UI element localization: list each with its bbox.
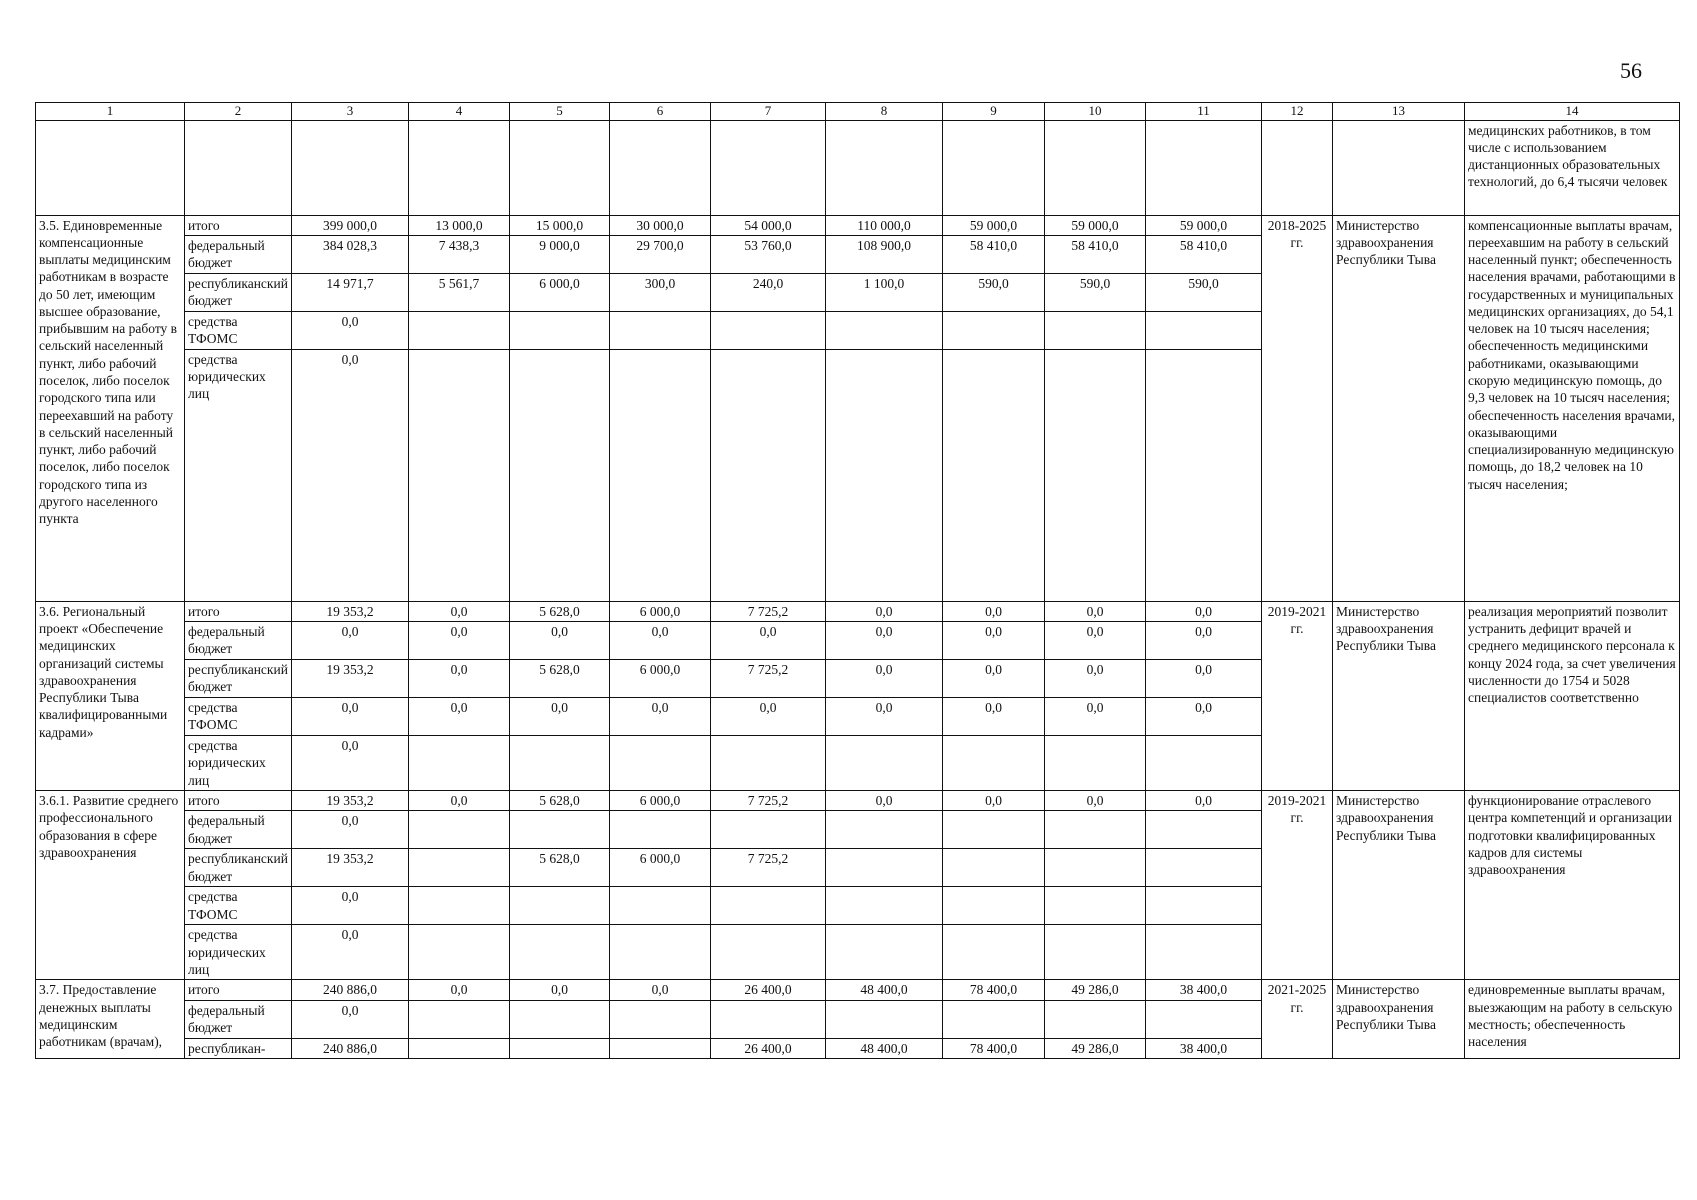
executor-cell: Министерство здравоохранения Республики Тыва <box>1333 980 1465 1059</box>
amount-cell: 7 725,2 <box>711 849 826 887</box>
amount-cell <box>1146 811 1262 849</box>
amount-cell: 15 000,0 <box>510 215 610 235</box>
amount-cell <box>610 1038 711 1058</box>
amount-cell: 0,0 <box>943 622 1045 660</box>
amount-cell: 19 353,2 <box>292 660 409 698</box>
amount-cell <box>826 311 943 349</box>
amount-cell: 590,0 <box>1045 273 1146 311</box>
amount-cell: 7 725,2 <box>711 660 826 698</box>
amount-cell: 58 410,0 <box>943 235 1045 273</box>
amount-cell: 0,0 <box>1045 791 1146 811</box>
result-cell: реализация мероприятий позволит устранить дефицит врачей и среднего медицинского персонала к концу 2024 года, за счет увеличения численности до 1754 и 5028 специалистов соответственно <box>1465 601 1680 790</box>
funding-source: федеральный бюджет <box>185 235 292 273</box>
amount-cell <box>510 887 610 925</box>
amount-cell <box>610 811 711 849</box>
funding-source: республиканский бюджет <box>185 273 292 311</box>
amount-cell <box>409 736 510 791</box>
amount-cell <box>610 311 711 349</box>
amount-cell <box>826 811 943 849</box>
amount-cell: 6 000,0 <box>610 849 711 887</box>
amount-cell <box>510 736 610 791</box>
funding-source: итого <box>185 791 292 811</box>
column-header: 14 <box>1465 103 1680 121</box>
amount-cell: 13 000,0 <box>409 215 510 235</box>
column-header: 9 <box>943 103 1045 121</box>
amount-cell: 29 700,0 <box>610 235 711 273</box>
column-number-row <box>36 103 1680 121</box>
amount-cell: 240 886,0 <box>292 1038 409 1058</box>
amount-cell <box>711 1000 826 1038</box>
executor-cell: Министерство здравоохранения Республики Тыва <box>1333 791 1465 980</box>
amount-cell <box>943 811 1045 849</box>
amount-cell: 59 000,0 <box>1045 215 1146 235</box>
amount-cell: 5 628,0 <box>510 791 610 811</box>
period-cell: 2019-2021 гг. <box>1262 791 1333 980</box>
amount-cell: 0,0 <box>711 622 826 660</box>
period-cell: 2019-2021 гг. <box>1262 601 1333 790</box>
amount-cell: 6 000,0 <box>610 601 711 621</box>
amount-cell <box>943 1000 1045 1038</box>
result-cell: компенсационные выплаты врачам, переехавшим на работу в сельский населенный пункт; обеспеченность населения врачами, работающими в государственных и муниципальных медицинских организациях, до 54,1 человек на 10 тысяч населения; обеспеченность медицинскими работниками, оказывающими скорую медицинскую помощь, до 9,3 человек на 10 тысяч населения; обеспеченность населения врачами, оказывающими специализированную медицинскую помощь, до 18,2 человек на 10 тысяч населения; <box>1465 215 1680 601</box>
amount-cell <box>943 311 1045 349</box>
amount-cell: 0,0 <box>409 980 510 1000</box>
amount-cell <box>943 849 1045 887</box>
amount-cell: 0,0 <box>1045 660 1146 698</box>
funding-source: итого <box>185 215 292 235</box>
amount-cell: 30 000,0 <box>610 215 711 235</box>
amount-cell: 0,0 <box>292 349 409 601</box>
amount-cell: 26 400,0 <box>711 980 826 1000</box>
amount-cell: 54 000,0 <box>711 215 826 235</box>
amount-cell: 0,0 <box>610 980 711 1000</box>
amount-cell <box>826 736 943 791</box>
column-header: 7 <box>711 103 826 121</box>
amount-cell: 0,0 <box>1045 622 1146 660</box>
amount-cell <box>943 925 1045 980</box>
amount-cell: 0,0 <box>292 698 409 736</box>
amount-cell: 5 628,0 <box>510 849 610 887</box>
amount-cell <box>510 811 610 849</box>
funding-source: республиканский бюджет <box>185 849 292 887</box>
funding-source: средства ТФОМС <box>185 887 292 925</box>
funding-source: итого <box>185 601 292 621</box>
column-header: 3 <box>292 103 409 121</box>
amount-cell <box>510 311 610 349</box>
amount-cell: 48 400,0 <box>826 980 943 1000</box>
amount-cell: 0,0 <box>292 311 409 349</box>
period-cell: 2018-2025 гг. <box>1262 215 1333 601</box>
amount-cell <box>1045 849 1146 887</box>
amount-cell: 0,0 <box>292 811 409 849</box>
column-header: 13 <box>1333 103 1465 121</box>
funding-source: средства юридических лиц <box>185 925 292 980</box>
amount-cell <box>943 887 1045 925</box>
executor-cell: Министерство здравоохранения Республики Тыва <box>1333 601 1465 790</box>
amount-cell <box>510 925 610 980</box>
amount-cell <box>409 849 510 887</box>
amount-cell: 0,0 <box>1146 791 1262 811</box>
amount-cell: 0,0 <box>943 791 1045 811</box>
amount-cell: 0,0 <box>711 698 826 736</box>
continuation-result-text: медицинских работников, в том числе с использованием дистанционных образовательных технологий, до 6,4 тысячи человек <box>1465 120 1680 215</box>
amount-cell <box>1146 1000 1262 1038</box>
amount-cell <box>1146 736 1262 791</box>
amount-cell: 19 353,2 <box>292 601 409 621</box>
amount-cell: 590,0 <box>1146 273 1262 311</box>
amount-cell: 590,0 <box>943 273 1045 311</box>
amount-cell <box>826 925 943 980</box>
period-cell: 2021-2025 гг. <box>1262 980 1333 1059</box>
amount-cell <box>1045 925 1146 980</box>
amount-cell: 59 000,0 <box>943 215 1045 235</box>
amount-cell: 108 900,0 <box>826 235 943 273</box>
amount-cell <box>1045 311 1146 349</box>
amount-cell <box>409 311 510 349</box>
amount-cell: 300,0 <box>610 273 711 311</box>
page-number: 56 <box>1620 58 1642 83</box>
amount-cell: 240 886,0 <box>292 980 409 1000</box>
amount-cell <box>610 736 711 791</box>
amount-cell <box>409 887 510 925</box>
amount-cell: 0,0 <box>826 601 943 621</box>
amount-cell: 0,0 <box>1045 698 1146 736</box>
column-header: 4 <box>409 103 510 121</box>
amount-cell: 0,0 <box>409 622 510 660</box>
amount-cell: 1 100,0 <box>826 273 943 311</box>
funding-source: федеральный бюджет <box>185 1000 292 1038</box>
amount-cell: 59 000,0 <box>1146 215 1262 235</box>
column-header: 5 <box>510 103 610 121</box>
amount-cell: 7 438,3 <box>409 235 510 273</box>
amount-cell: 26 400,0 <box>711 1038 826 1058</box>
amount-cell <box>943 349 1045 601</box>
amount-cell: 9 000,0 <box>510 235 610 273</box>
amount-cell <box>1146 887 1262 925</box>
amount-cell: 0,0 <box>292 736 409 791</box>
column-header: 1 <box>36 103 185 121</box>
measure-name: 3.6.1. Развитие среднего профессионального образования в сфере здравоохранения <box>36 791 185 980</box>
amount-cell: 38 400,0 <box>1146 1038 1262 1058</box>
amount-cell <box>943 736 1045 791</box>
amount-cell: 38 400,0 <box>1146 980 1262 1000</box>
column-header: 10 <box>1045 103 1146 121</box>
amount-cell <box>409 1000 510 1038</box>
column-header: 12 <box>1262 103 1333 121</box>
amount-cell <box>510 1038 610 1058</box>
amount-cell: 7 725,2 <box>711 791 826 811</box>
table-row <box>36 601 1680 621</box>
amount-cell: 384 028,3 <box>292 235 409 273</box>
amount-cell: 0,0 <box>826 791 943 811</box>
amount-cell: 49 286,0 <box>1045 980 1146 1000</box>
amount-cell <box>711 811 826 849</box>
amount-cell: 399 000,0 <box>292 215 409 235</box>
amount-cell <box>510 1000 610 1038</box>
amount-cell <box>1045 1000 1146 1038</box>
amount-cell: 78 400,0 <box>943 1038 1045 1058</box>
result-cell: функционирование отраслевого центра компетенций и организации подготовки квалифицированных кадров для системы здравоохранения <box>1465 791 1680 980</box>
amount-cell: 0,0 <box>826 660 943 698</box>
amount-cell: 6 000,0 <box>610 660 711 698</box>
amount-cell: 0,0 <box>1146 698 1262 736</box>
amount-cell: 0,0 <box>292 925 409 980</box>
column-header: 8 <box>826 103 943 121</box>
continuation-row <box>36 120 1680 215</box>
amount-cell: 49 286,0 <box>1045 1038 1146 1058</box>
amount-cell: 0,0 <box>943 601 1045 621</box>
amount-cell: 0,0 <box>610 698 711 736</box>
amount-cell: 5 561,7 <box>409 273 510 311</box>
amount-cell: 48 400,0 <box>826 1038 943 1058</box>
amount-cell <box>826 349 943 601</box>
amount-cell: 0,0 <box>292 622 409 660</box>
amount-cell <box>610 1000 711 1038</box>
amount-cell: 240,0 <box>711 273 826 311</box>
amount-cell: 0,0 <box>409 698 510 736</box>
amount-cell: 19 353,2 <box>292 849 409 887</box>
amount-cell <box>610 349 711 601</box>
amount-cell: 6 000,0 <box>610 791 711 811</box>
amount-cell <box>826 887 943 925</box>
amount-cell: 53 760,0 <box>711 235 826 273</box>
amount-cell: 0,0 <box>292 1000 409 1038</box>
amount-cell: 0,0 <box>943 660 1045 698</box>
funding-source: республикан- <box>185 1038 292 1058</box>
measure-name: 3.5. Единовременные компенсационные выплаты медицинским работникам в возрасте до 50 лет, имеющим высшее образование, прибывшим на работу в сельский населенный пункт, либо рабочий поселок, либо поселок городского типа или переехавший на работу в сельский населенный пункт, либо рабочий поселок, либо поселок городского типа из другого населенного пункта <box>36 215 185 601</box>
amount-cell <box>1045 349 1146 601</box>
amount-cell <box>409 349 510 601</box>
amount-cell: 0,0 <box>826 622 943 660</box>
amount-cell: 0,0 <box>1146 601 1262 621</box>
amount-cell <box>610 887 711 925</box>
funding-source: средства ТФОМС <box>185 311 292 349</box>
amount-cell <box>1146 349 1262 601</box>
funding-source: республиканский бюджет <box>185 660 292 698</box>
amount-cell: 0,0 <box>610 622 711 660</box>
funding-source: средства юридических лиц <box>185 736 292 791</box>
executor-cell: Министерство здравоохранения Республики Тыва <box>1333 215 1465 601</box>
table-row <box>36 791 1680 811</box>
amount-cell: 0,0 <box>292 887 409 925</box>
amount-cell: 0,0 <box>409 791 510 811</box>
amount-cell: 0,0 <box>510 622 610 660</box>
funding-source: федеральный бюджет <box>185 622 292 660</box>
column-header: 6 <box>610 103 711 121</box>
budget-table <box>35 102 1680 1059</box>
column-header: 11 <box>1146 103 1262 121</box>
amount-cell: 0,0 <box>510 980 610 1000</box>
amount-cell: 7 725,2 <box>711 601 826 621</box>
amount-cell <box>1146 925 1262 980</box>
amount-cell: 0,0 <box>1045 601 1146 621</box>
amount-cell: 19 353,2 <box>292 791 409 811</box>
amount-cell <box>711 349 826 601</box>
amount-cell: 0,0 <box>943 698 1045 736</box>
amount-cell: 0,0 <box>1146 622 1262 660</box>
result-cell: единовременные выплаты врачам, выезжающим на работу в сельскую местность; обеспеченность населения <box>1465 980 1680 1059</box>
amount-cell <box>409 1038 510 1058</box>
amount-cell: 5 628,0 <box>510 660 610 698</box>
amount-cell <box>711 925 826 980</box>
amount-cell <box>610 925 711 980</box>
amount-cell: 110 000,0 <box>826 215 943 235</box>
amount-cell <box>711 887 826 925</box>
table-row <box>36 215 1680 235</box>
amount-cell <box>1045 811 1146 849</box>
column-header: 2 <box>185 103 292 121</box>
funding-source: итого <box>185 980 292 1000</box>
amount-cell <box>711 736 826 791</box>
amount-cell: 5 628,0 <box>510 601 610 621</box>
amount-cell: 58 410,0 <box>1146 235 1262 273</box>
amount-cell: 78 400,0 <box>943 980 1045 1000</box>
amount-cell <box>1146 311 1262 349</box>
funding-source: федеральный бюджет <box>185 811 292 849</box>
funding-source: средства юридических лиц <box>185 349 292 601</box>
amount-cell: 58 410,0 <box>1045 235 1146 273</box>
amount-cell <box>409 811 510 849</box>
table-row <box>36 980 1680 1000</box>
measure-name: 3.6. Региональный проект «Обеспечение медицинских организаций системы здравоохранения Республики Тыва квалифицированными кадрами» <box>36 601 185 790</box>
measure-name: 3.7. Предоставление денежных выплаты медицинским работникам (врачам), <box>36 980 185 1059</box>
amount-cell <box>1045 887 1146 925</box>
funding-source: средства ТФОМС <box>185 698 292 736</box>
amount-cell <box>1146 849 1262 887</box>
amount-cell: 14 971,7 <box>292 273 409 311</box>
amount-cell: 0,0 <box>510 698 610 736</box>
amount-cell: 0,0 <box>1146 660 1262 698</box>
amount-cell: 0,0 <box>826 698 943 736</box>
amount-cell <box>826 1000 943 1038</box>
amount-cell: 0,0 <box>409 660 510 698</box>
amount-cell <box>1045 736 1146 791</box>
amount-cell <box>409 925 510 980</box>
amount-cell <box>510 349 610 601</box>
amount-cell <box>826 849 943 887</box>
amount-cell <box>711 311 826 349</box>
amount-cell: 6 000,0 <box>510 273 610 311</box>
amount-cell: 0,0 <box>409 601 510 621</box>
